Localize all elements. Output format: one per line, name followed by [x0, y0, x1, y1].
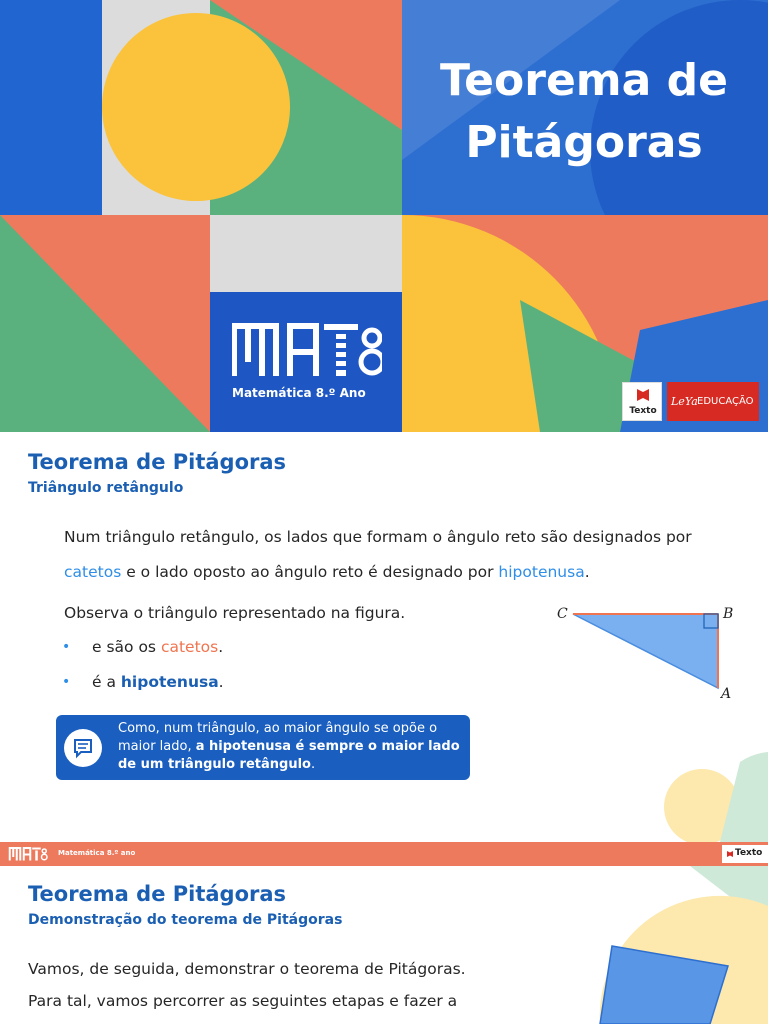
cover-title-line1: Teorema de [440, 55, 728, 106]
mat8-logo [232, 322, 382, 378]
cover-title [400, 50, 768, 174]
callout-text-end: . [310, 757, 316, 772]
book-icon [726, 850, 734, 858]
bullet1-end: . [218, 638, 224, 656]
cover-title-line2: Pitágoras [465, 117, 703, 168]
cover-subtitle: Matemática 8.º Ano [232, 386, 366, 400]
mat8-mini-logo [6, 847, 50, 861]
bullet2-end: . [218, 673, 224, 691]
footer-texto-label: Texto [735, 848, 763, 858]
catetos-term: catetos [64, 563, 122, 581]
slide-subtitle: Triângulo retângulo [28, 480, 184, 496]
callout-text-start: Como, num triângulo, ao maior ângulo se opõe o maior lado, [118, 721, 438, 754]
bullet1-text: e são os [92, 638, 161, 656]
texto-label: Texto [629, 406, 657, 416]
vertex-a-label: A [721, 686, 732, 702]
bullet2-text: é a [92, 673, 121, 691]
slide-subtitle: Demonstração do teorema de Pitágoras [28, 912, 343, 928]
footer-subtitle: Matemática 8.º ano [58, 849, 136, 857]
observe-text: Observa o triângulo representado na figura. [64, 604, 406, 622]
decorative-shapes [560, 866, 768, 1024]
bullet-dot: • [62, 674, 71, 690]
cover-slide [0, 0, 768, 432]
hipotenusa-term: hipotenusa [498, 563, 585, 581]
callout-icon-circle [64, 729, 102, 767]
slide-title: Teorema de Pitágoras [28, 882, 287, 906]
definition-line1: Num triângulo retângulo, os lados que formam o ângulo reto são designados por [64, 528, 692, 546]
bullet2-hipotenusa: hipotenusa [120, 673, 219, 691]
slide-demonstracao [0, 866, 768, 1024]
slide-title: Teorema de Pitágoras [28, 450, 287, 474]
speech-bubble-icon [64, 729, 102, 767]
bullet-dot: • [62, 639, 71, 655]
callout-box [56, 715, 470, 780]
vertex-b-label: B [723, 606, 734, 622]
leya-educacao-logo [667, 382, 759, 421]
decorative-shapes [600, 732, 768, 842]
educacao-label: EDUCAÇÃO [697, 396, 754, 407]
texto-publisher-logo [622, 382, 662, 421]
bullet-catetos [92, 638, 223, 656]
callout-text-bold: a hipotenusa é sempre o maior lado de um triângulo retângulo [118, 739, 460, 772]
intro-line1: Vamos, de seguida, demonstrar o teorema de Pitágoras. [28, 960, 466, 978]
book-icon [635, 387, 651, 403]
footer-texto-logo [722, 845, 768, 863]
slide-footer-band [0, 842, 768, 866]
right-triangle-figure [555, 600, 745, 710]
vertex-c-label: C [557, 606, 568, 622]
definition-middle: e o lado oposto ao ângulo reto é designado por [121, 563, 499, 581]
bullet-hipotenusa [92, 673, 224, 691]
callout-text [118, 720, 463, 774]
definition-line2 [64, 563, 590, 581]
bullet1-catetos: catetos [160, 638, 219, 656]
leya-label: LeYa [671, 395, 698, 408]
definition-end: . [584, 563, 590, 581]
slide-triangulo-retangulo [0, 432, 768, 842]
intro-line2: Para tal, vamos percorrer as seguintes etapas e fazer a [28, 992, 458, 1010]
